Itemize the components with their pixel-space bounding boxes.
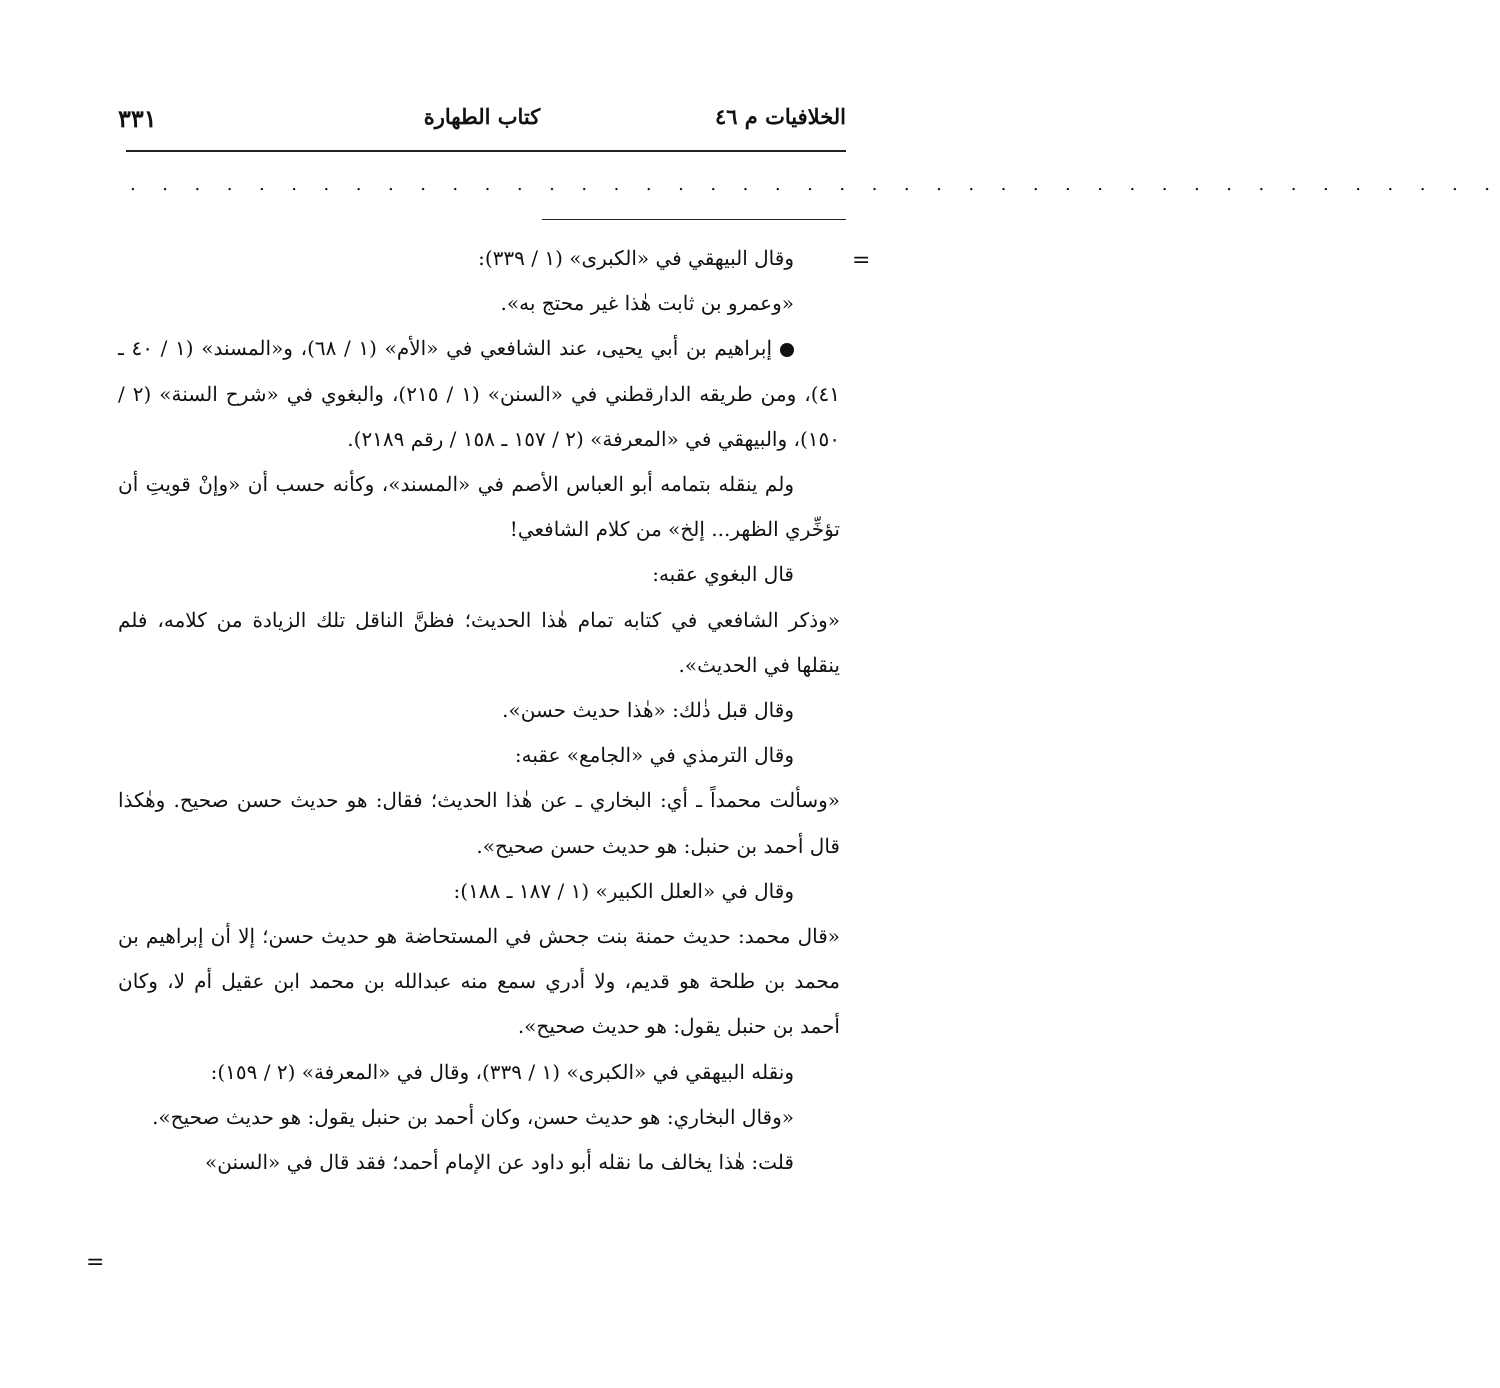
paragraph: وقال قبل ذٰلك: «هٰذا حديث حسن».	[502, 698, 794, 723]
paragraph: وقال البيهقي في «الكبرى» (١ / ٣٣٩):	[478, 246, 794, 270]
paragraph-bullet	[118, 326, 840, 462]
page-number: ٣٣١	[118, 104, 157, 133]
paragraph: «وذكر الشافعي في كتابه تمام هٰذا الحديث؛ فظنَّ الناقل تلك الزيادة من كلامه، فلم ينقلها في الحديث».	[118, 607, 840, 677]
continuation-mark-end: =	[86, 1250, 105, 1275]
ellipsis-dots: . . . . . . . . . . . . . . . . . . . . . . . . . . . . . . . . . . . . . . . . . . .	[130, 174, 1500, 195]
footnote-body	[118, 236, 840, 1185]
paragraph: «وسألت محمداً ـ أي: البخاري ـ عن هٰذا الحديث؛ فقال: هو حديث حسن صحيح. وهٰكذا قال أحمد بن حنبل: هو حديث حسن صحيح».	[118, 788, 840, 858]
continuation-mark-start: =	[852, 248, 871, 273]
paragraph: وقال في «العلل الكبير» (١ / ١٨٧ ـ ١٨٨):	[453, 878, 794, 903]
page-header	[118, 104, 846, 144]
paragraph: «وعمرو بن ثابت هٰذا غير محتج به».	[500, 291, 794, 316]
running-head-volume: الخلافيات م ٤٦	[714, 104, 846, 129]
bullet-icon	[780, 343, 794, 357]
paragraph-text: إبراهيم بن أبي يحيى، عند الشافعي في «الأم» (١ / ٦٨)، و«المسند» (١ / ٤٠ ـ ٤١)، ومن طريقه الدارقطني في «السنن» (١ / ٢١٥)، والبغوي في «شرح السنة» (٢ / ١٥٠)، والبيهقي في «المعرفة» (٢ / ١٥٧ ـ ١٥٨ / رقم ٢١٨٩).	[118, 336, 840, 451]
footnote-rule	[542, 219, 846, 220]
paragraph: ولم ينقله بتمامه أبو العباس الأصم في «المسند»، وكأنه حسب أن «وإنْ قويتِ أن تؤخِّري الظهر... إلخ» من كلام الشافعي!	[118, 472, 840, 542]
paragraph: «وقال البخاري: هو حديث حسن، وكان أحمد بن حنبل يقول: هو حديث صحيح».	[152, 1104, 794, 1129]
running-head-chapter: كتاب الطهارة	[423, 104, 541, 129]
paragraph: قال البغوي عقبه:	[652, 562, 794, 587]
paragraph: ونقله البيهقي في «الكبرى» (١ / ٣٣٩)، وقال في «المعرفة» (٢ / ١٥٩):	[210, 1059, 794, 1084]
paragraph: وقال الترمذي في «الجامع» عقبه:	[514, 743, 794, 768]
paragraph: قلت: هٰذا يخالف ما نقله أبو داود عن الإمام أحمد؛ فقد قال في «السنن»	[205, 1150, 794, 1175]
header-rule	[126, 150, 846, 152]
paragraph: «قال محمد: حديث حمنة بنت جحش في المستحاضة هو حديث حسن؛ إلا أن إبراهيم بن محمد بن طلحة هو قديم، ولا أدري سمع منه عبدالله بن محمد ابن عقيل أم لا، وكان أحمد بن حنبل يقول: هو حديث صحيح».	[118, 924, 840, 1039]
